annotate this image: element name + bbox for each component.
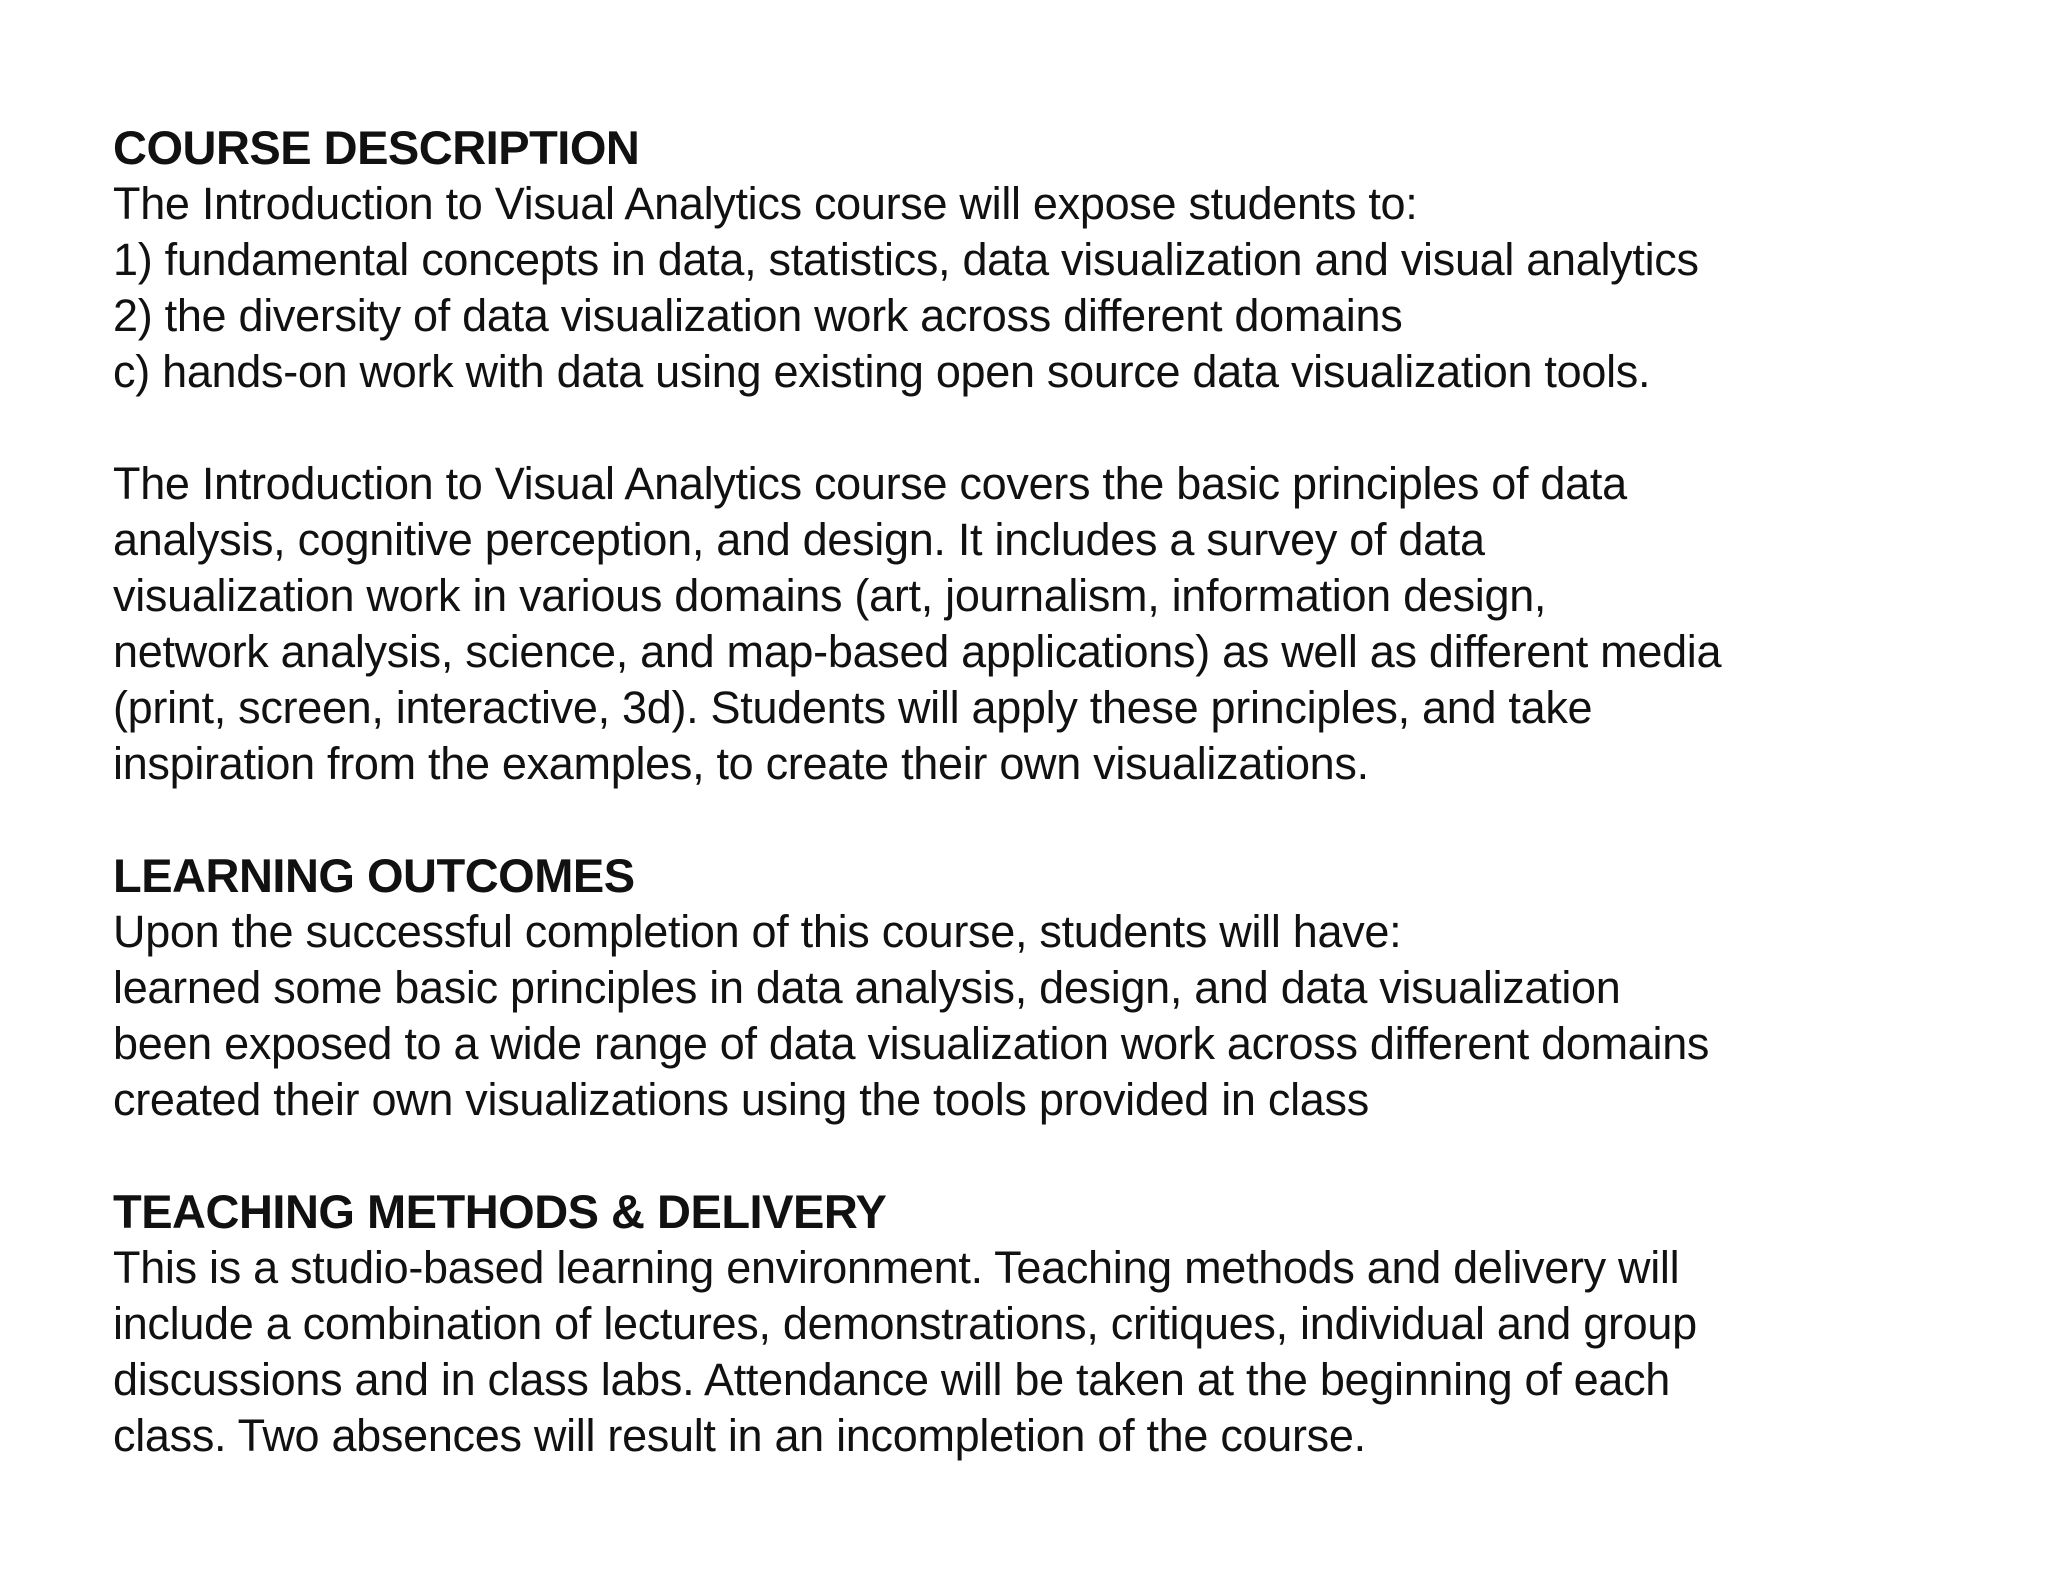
teaching-methods-line: class. Two absences will result in an incompletion of the course. <box>113 1410 1366 1461</box>
course-description-body-line: analysis, cognitive perception, and design. It includes a survey of data <box>113 514 1485 565</box>
learning-outcomes-heading: LEARNING OUTCOMES <box>113 849 635 902</box>
learning-outcomes-section <box>113 848 2013 1128</box>
syllabus-document <box>113 120 2013 1464</box>
course-description-body-line: visualization work in various domains (art, journalism, information design, <box>113 570 1547 621</box>
section-gap <box>113 792 2013 848</box>
teaching-methods-line: include a combination of lectures, demonstrations, critiques, individual and group <box>113 1298 1697 1349</box>
section-gap <box>113 1128 2013 1184</box>
course-description-body-line: The Introduction to Visual Analytics course covers the basic principles of data <box>113 458 1627 509</box>
course-description-body-line: network analysis, science, and map-based applications) as well as different media <box>113 626 1722 677</box>
course-description-heading: COURSE DESCRIPTION <box>113 121 640 174</box>
course-description-section <box>113 120 2013 792</box>
teaching-methods-heading: TEACHING METHODS & DELIVERY <box>113 1185 887 1238</box>
learning-outcomes-line: learned some basic principles in data analysis, design, and data visualization <box>113 962 1621 1013</box>
course-description-intro-line: 1) fundamental concepts in data, statistics, data visualization and visual analytics <box>113 234 1699 285</box>
teaching-methods-section <box>113 1184 2013 1464</box>
learning-outcomes-line: Upon the successful completion of this course, students will have: <box>113 906 1402 957</box>
course-description-body-line: inspiration from the examples, to create their own visualizations. <box>113 738 1369 789</box>
course-description-intro-line: The Introduction to Visual Analytics course will expose students to: <box>113 178 1418 229</box>
learning-outcomes-line: been exposed to a wide range of data visualization work across different domains <box>113 1018 1710 1069</box>
teaching-methods-line: discussions and in class labs. Attendance will be taken at the beginning of each <box>113 1354 1671 1405</box>
paragraph-gap <box>113 400 2013 456</box>
course-description-intro-line: c) hands-on work with data using existing open source data visualization tools. <box>113 346 1651 397</box>
teaching-methods-line: This is a studio-based learning environment. Teaching methods and delivery will <box>113 1242 1680 1293</box>
course-description-body-line: (print, screen, interactive, 3d). Students will apply these principles, and take <box>113 682 1593 733</box>
learning-outcomes-line: created their own visualizations using the tools provided in class <box>113 1074 1369 1125</box>
course-description-intro-line: 2) the diversity of data visualization work across different domains <box>113 290 1403 341</box>
